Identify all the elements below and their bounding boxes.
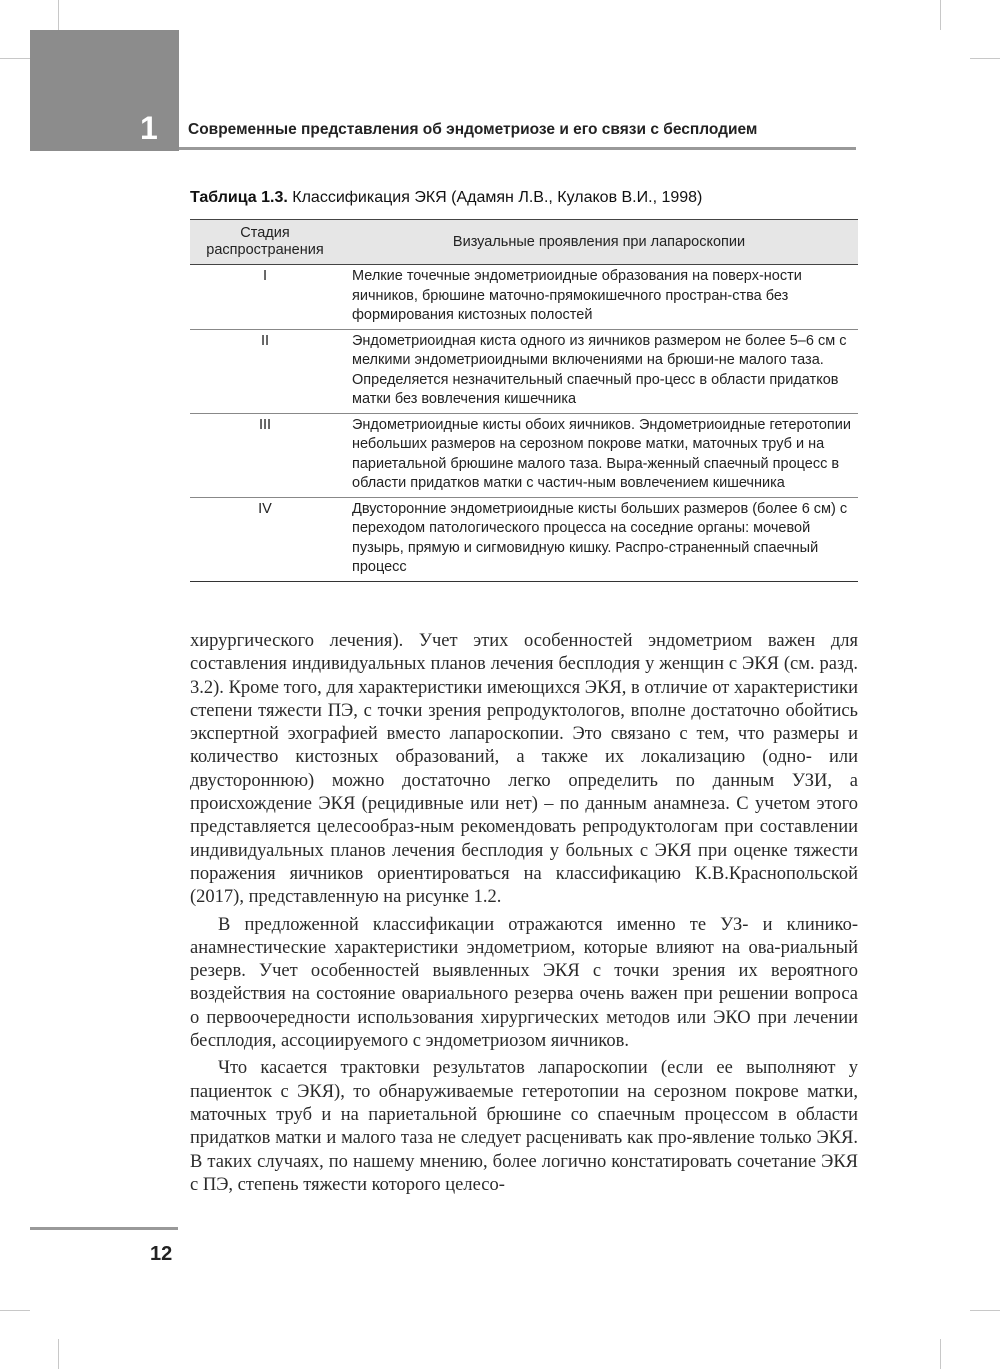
page-number: 12	[150, 1243, 173, 1265]
table-row	[190, 265, 858, 330]
body-text	[190, 630, 858, 1197]
crop-mark	[970, 58, 1000, 59]
table-caption-text: Классификация ЭКЯ (Адамян Л.В., Кулаков В.И., 1998)	[287, 189, 703, 206]
crop-mark	[58, 1339, 59, 1369]
classification-table	[190, 219, 858, 582]
table-row	[190, 329, 858, 413]
crop-mark	[0, 1310, 30, 1311]
column-header-description: Визуальные проявления при лапароскопии	[340, 220, 858, 265]
description-cell: Эндометриоидная киста одного из яичников размером не более 5–6 см с мелкими эндометриоидными включениями на брюши-не малого таза. Определяется незначительный спаечный про-цесс в области придатков матки без вовлечения кишечника	[340, 329, 858, 413]
crop-mark	[0, 58, 30, 59]
body-paragraph: В предложенной классификации отражаются именно те УЗ- и клинико-анамнестические характеристики эндометриом, которые влияют на ова-риальный резерв. Учет особенностей выявленных ЭКЯ с точки зрения их вероятного воздействия на состояние овариального резерва очень важен при решении вопроса о первоочередности использования хирургических методов или ЭКО при лечении бесплодия, ассоциируемого с эндометриозом яичников.	[190, 914, 858, 1052]
footer-rule	[30, 1227, 178, 1230]
stage-cell: IV	[190, 497, 340, 581]
crop-mark	[970, 1310, 1000, 1311]
stage-cell: I	[190, 265, 340, 330]
crop-mark	[58, 0, 59, 30]
body-paragraph: Что касается трактовки результатов лапароскопии (если ее выполняют у пациенток с ЭКЯ), то обнаруживаемые гетеротопии на серозном покрове матки, маточных труб и на париетальной брюшине со спаечным процессом в области придатков матки и малого таза не следует расценивать как про-явление только ЭКЯ. В таких случаях, по нашему мнению, более логично констатировать сочетание ЭКЯ с ПЭ, степень тяжести которого целесо-	[190, 1058, 858, 1195]
table-row	[190, 413, 858, 497]
stage-cell: III	[190, 413, 340, 497]
table-header-row	[190, 220, 858, 265]
column-header-stage: Стадия распространения	[190, 220, 340, 265]
description-cell: Мелкие точечные эндометриоидные образования на поверх-ности яичников, брюшине маточно-прямокишечного простран-ства без формирования кистозных полостей	[340, 265, 858, 330]
crop-mark	[940, 1339, 941, 1369]
table-caption	[190, 189, 702, 207]
description-cell: Эндометриоидные кисты обоих яичников. Эндометриоидные гетеротопии небольших размеров на серозном покрове матки, маточных труб и на париетальной брюшине малого таза. Выра-женный спаечный процесс в области придатков матки с частич-ным вовлечением кишечника	[340, 413, 858, 497]
body-paragraph: хирургического лечения). Учет этих особенностей эндометриом важен для составления индивидуальных планов лечения бесплодия у женщин с ЭКЯ (см. разд. 3.2). Кроме того, для характеристики имеющихся ЭКЯ, в отличие от характеристики степени тяжести ПЭ, с точки зрения репродуктологов, вполне достаточно обойтись экспертной эхографией вместо лапароскопии. Это связано с тем, что размеры и количество кистозных образований, а также их локализацию (одно- или двустороннюю) можно достаточно легко определить по данным УЗИ, а происхождение ЭКЯ (рецидивные или нет) – по данным анамнеза. С учетом этого представляется целесообраз-ным рекомендовать репродуктологам при составлении индивидуальных планов лечения бесплодия у больных с ЭКЯ при оценке тяжести поражения яичников ориентироваться на классификацию К.В.Краснопольской (2017), представленную на рисунке 1.2.	[190, 631, 858, 908]
crop-mark	[940, 0, 941, 30]
header-rule	[179, 147, 856, 150]
stage-cell: II	[190, 329, 340, 413]
running-title: Современные представления об эндометриозе и его связи с бесплодием	[188, 121, 758, 138]
description-cell: Двусторонние эндометриоидные кисты больших размеров (более 6 см) с переходом патологического процесса на соседние органы: мочевой пузырь, прямую и сигмовидную кишку. Распро-страненный спаечный процесс	[340, 497, 858, 581]
table-caption-label: Таблица 1.3.	[190, 189, 288, 206]
table-row	[190, 497, 858, 581]
chapter-number: 1	[140, 110, 158, 146]
